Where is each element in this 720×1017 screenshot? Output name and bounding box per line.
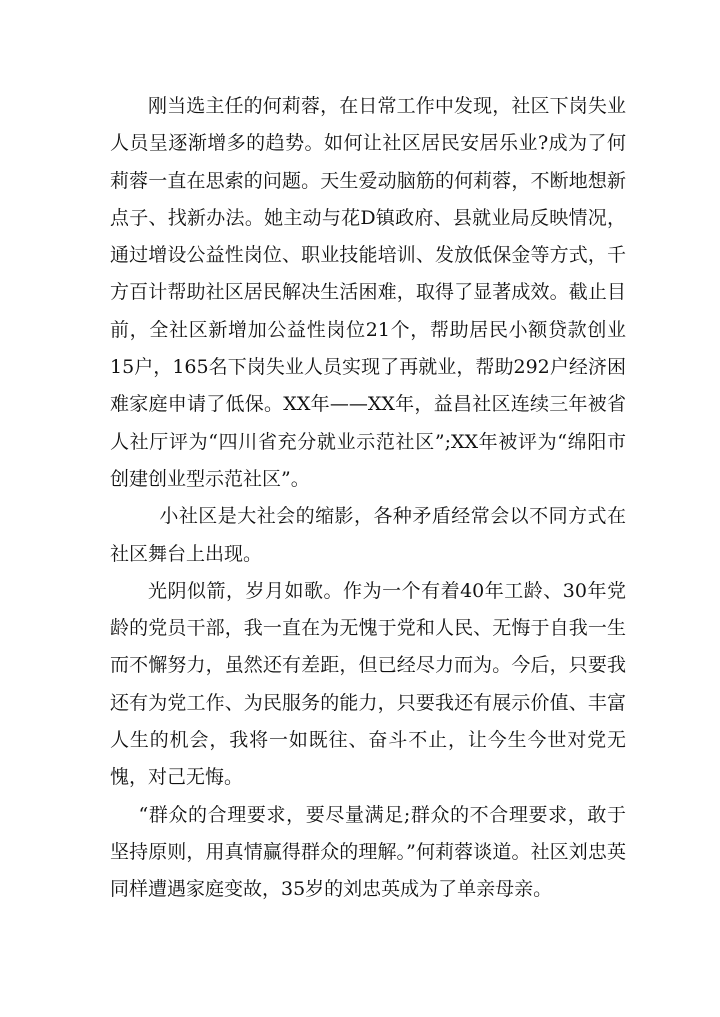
- paragraph-3: 光阴似箭，岁月如歌。作为一个有着40年工龄、30年党龄的党员干部，我一直在为无愧于党和人民、无悔于自我一生而不懈努力，虽然还有差距，但已经尽力而为。今后，只要我还有为党工作、为民服务的能力，只要我还有展示价值、丰富人生的机会，我将一如既往、奋斗不止，让今生今世对党无愧，对己无悔。: [110, 579, 626, 789]
- paragraph-1: 刚当选主任的何莉蓉，在日常工作中发现，社区下岗失业人员呈逐渐增多的趋势。如何让社区居民安居乐业?成为了何莉蓉一直在思索的问题。天生爱动脑筋的何莉蓉，不断地想新点子、找新办法。她主动与花D镇政府、县就业局反映情况，通过增设公益性岗位、职业技能培训、发放低保金等方式，千方百计帮助社区居民解决生活困难，取得了显著成效。截止目前，全社区新增加公益性岗位21个，帮助居民小额贷款创业15户，165名下岗失业人员实现了再就业，帮助292户经济困难家庭申请了低保。XX年——XX年，益昌社区连续三年被省人社厅评为“四川省充分就业示范社区”;XX年被评为“绵阳市创建创业型示范社区”。: [110, 95, 626, 490]
- document-body: [110, 88, 626, 909]
- paragraph-2: 小社区是大社会的缩影，各种矛盾经常会以不同方式在社区舞台上出现。: [110, 505, 626, 565]
- paragraph-4: “群众的合理要求，要尽量满足;群众的不合理要求，敢于坚持原则，用真情赢得群众的理解。”何莉蓉谈道。社区刘忠英同样遭遇家庭变故，35岁的刘忠英成为了单亲母亲。: [110, 803, 626, 901]
